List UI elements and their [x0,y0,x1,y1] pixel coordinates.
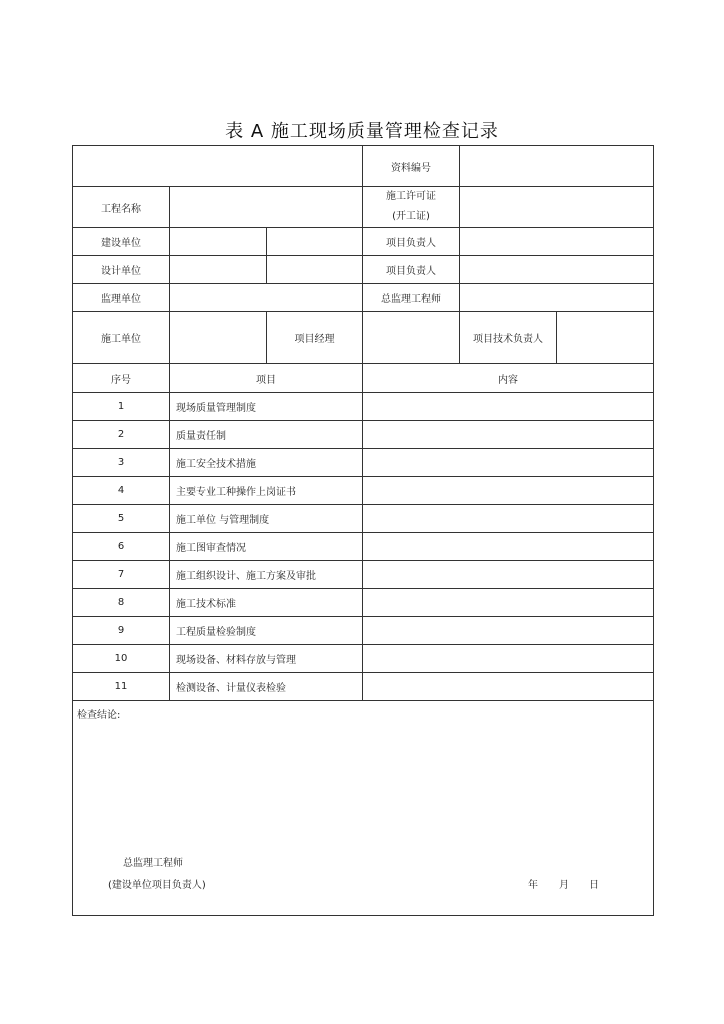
designer-value[interactable] [170,256,267,284]
contractor-label: 施工单位 [73,312,170,364]
designer-manager-value[interactable] [460,256,654,284]
row-no: 8 [73,589,170,617]
permit-label-line2: (开工证) [392,211,430,222]
supervisor-value[interactable] [170,284,363,312]
contractor-value[interactable] [170,312,267,364]
builder-manager-label: 项目负责人 [363,228,460,256]
row-content[interactable] [363,393,654,421]
conclusion-label: 检查结论: [77,710,121,721]
row-item: 主要专业工种操作上岗证书 [170,477,363,505]
permit-value[interactable] [460,187,654,228]
inspection-record-table [72,145,654,916]
column-header-item: 项目 [170,364,363,393]
project-name-value[interactable] [170,187,363,228]
date-day-label: 日 [589,880,599,891]
row-no: 9 [73,617,170,645]
row-item: 施工技术标准 [170,589,363,617]
technical-manager-label: 项目技术负责人 [460,312,557,364]
doc-number-row [73,146,654,187]
row-content[interactable] [363,449,654,477]
column-header-row [73,364,654,393]
row-no: 1 [73,393,170,421]
row-content[interactable] [363,505,654,533]
project-manager-value[interactable] [363,312,460,364]
conclusion-cell[interactable] [73,701,654,916]
blank-header-cell [73,146,363,187]
doc-number-value[interactable] [460,146,654,187]
row-content[interactable] [363,561,654,589]
row-content[interactable] [363,645,654,673]
row-item: 质量责任制 [170,421,363,449]
row-no: 7 [73,561,170,589]
contractor-row [73,312,654,364]
project-manager-label: 项目经理 [267,312,363,364]
column-header-no: 序号 [73,364,170,393]
permit-label [363,187,460,228]
row-no: 10 [73,645,170,673]
builder-extra-value[interactable] [267,228,363,256]
table-row [73,421,654,449]
supervisor-label: 监理单位 [73,284,170,312]
doc-number-label: 资料编号 [363,146,460,187]
designer-manager-label: 项目负责人 [363,256,460,284]
date-month-label: 月 [559,880,569,891]
chief-supervisor-label: 总监理工程师 [363,284,460,312]
table-row [73,561,654,589]
column-header-content: 内容 [363,364,654,393]
row-no: 6 [73,533,170,561]
technical-manager-value[interactable] [557,312,654,364]
project-name-row [73,187,654,228]
row-no: 11 [73,673,170,701]
table-row [73,617,654,645]
row-item: 施工图审查情况 [170,533,363,561]
row-item: 现场质量管理制度 [170,393,363,421]
row-content[interactable] [363,589,654,617]
table-row [73,477,654,505]
designer-extra-value[interactable] [267,256,363,284]
row-content[interactable] [363,421,654,449]
date-year-label: 年 [528,880,538,891]
table-row [73,645,654,673]
table-row [73,393,654,421]
row-no: 5 [73,505,170,533]
table-row [73,449,654,477]
table-row [73,505,654,533]
builder-row [73,228,654,256]
builder-label: 建设单位 [73,228,170,256]
designer-row [73,256,654,284]
row-item: 施工安全技术措施 [170,449,363,477]
builder-manager-value[interactable] [460,228,654,256]
row-no: 3 [73,449,170,477]
row-item: 现场设备、材料存放与管理 [170,645,363,673]
row-no: 4 [73,477,170,505]
page-title: 表 A 施工现场质量管理检查记录 [225,121,499,142]
row-item: 施工单位 与管理制度 [170,505,363,533]
row-content[interactable] [363,477,654,505]
row-item: 施工组织设计、施工方案及审批 [170,561,363,589]
conclusion-row [73,701,654,916]
supervisor-row [73,284,654,312]
row-item: 检测设备、计量仪表检验 [170,673,363,701]
table-row [73,673,654,701]
table-row [73,533,654,561]
row-item: 工程质量检验制度 [170,617,363,645]
chief-supervisor-value[interactable] [460,284,654,312]
project-name-label: 工程名称 [73,187,170,228]
permit-label-line1: 施工许可证 [386,191,437,202]
designer-label: 设计单位 [73,256,170,284]
table-row [73,589,654,617]
row-content[interactable] [363,533,654,561]
chief-supervisor-sign-label: 总监理工程师 [123,858,183,869]
builder-manager-sign-label: (建设单位项目负责人) [108,880,206,891]
row-no: 2 [73,421,170,449]
builder-value[interactable] [170,228,267,256]
row-content[interactable] [363,617,654,645]
row-content[interactable] [363,673,654,701]
